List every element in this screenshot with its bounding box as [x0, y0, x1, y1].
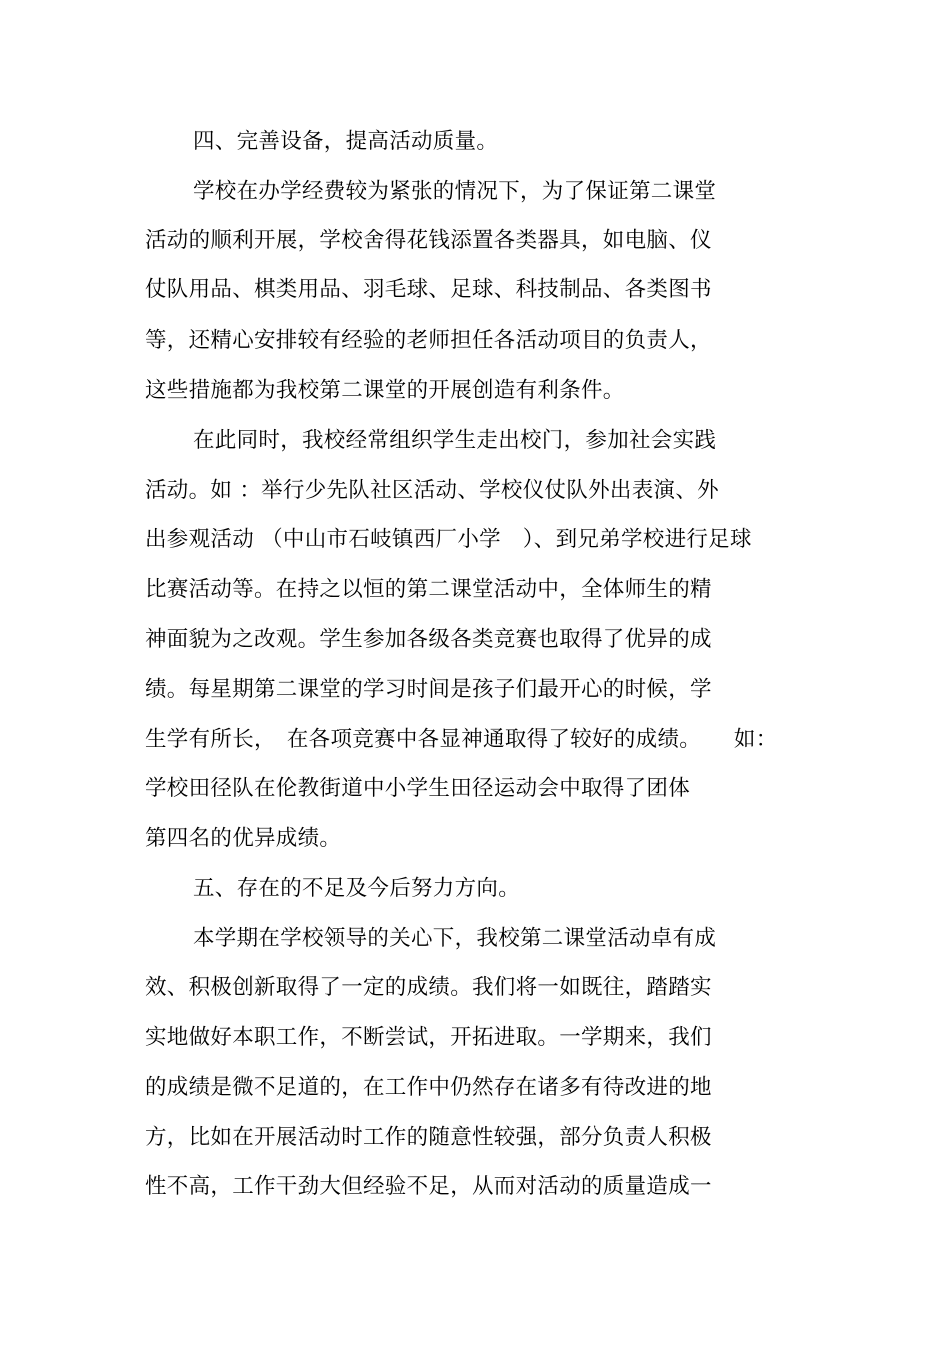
paragraph-line: 在此同时，我校经常组织学生走出校门，参加社会实践 [193, 428, 717, 453]
paragraph-line: 效、积极创新取得了一定的成绩。我们将一如既往，踏踏实 [145, 975, 712, 1000]
paragraph-line: 的成绩是微不足道的，在工作中仍然存在诸多有待改进的地 [145, 1075, 712, 1100]
paragraph-line: 这些措施都为我校第二课堂的开展创造有利条件。 [145, 378, 625, 403]
paragraph-line: 活动。如 ：举行少先队社区活动、学校仪仗队外出表演、外 [145, 478, 719, 503]
paragraph-line: 绩。每星期第二课堂的学习时间是孩子们最开心的时候，学 [145, 677, 712, 702]
paragraph-line: 第四名的优异成绩。 [145, 826, 342, 851]
paragraph-line: 比赛活动等。在持之以恒的第二课堂活动中，全体师生的精 [145, 577, 712, 602]
paragraph-line: 方，比如在开展活动时工作的随意性较强，部分负责人积极 [145, 1125, 712, 1150]
paragraph-line: 学校在办学经费较为紧张的情况下，为了保证第二课堂 [193, 179, 717, 204]
section-heading-4: 四、完善设备，提高活动质量。 [193, 129, 499, 154]
paragraph-line: 本学期在学校领导的关心下，我校第二课堂活动卓有成 [193, 926, 717, 951]
paragraph-line: 学校田径队在伦教街道中小学生田径运动会中取得了团体 [145, 776, 691, 801]
paragraph-line: 仗队用品、棋类用品、羽毛球、足球、科技制品、各类图书 [145, 277, 712, 302]
paragraph-line: 性不高，工作干劲大但经验不足，从而对活动的质量造成一 [145, 1174, 712, 1199]
section-heading-5: 五、存在的不足及今后努力方向。 [193, 876, 521, 901]
paragraph-line: 出参观活动 （中山市石岐镇西厂小学 ）、到兄弟学校进行足球 [145, 527, 752, 552]
paragraph-line: 神面貌为之改观。学生参加各级各类竞赛也取得了优异的成 [145, 627, 712, 652]
paragraph-line: 等，还精心安排较有经验的老师担任各活动项目的负责人， [145, 328, 712, 353]
paragraph-line: 实地做好本职工作，不断尝试，开拓进取。一学期来，我们 [145, 1025, 712, 1050]
paragraph-line: 生学有所长， 在各项竞赛中各显神通取得了较好的成绩。 如： [145, 727, 778, 752]
paragraph-line: 活动的顺利开展，学校舍得花钱添置各类器具，如电脑、仪 [145, 228, 712, 253]
